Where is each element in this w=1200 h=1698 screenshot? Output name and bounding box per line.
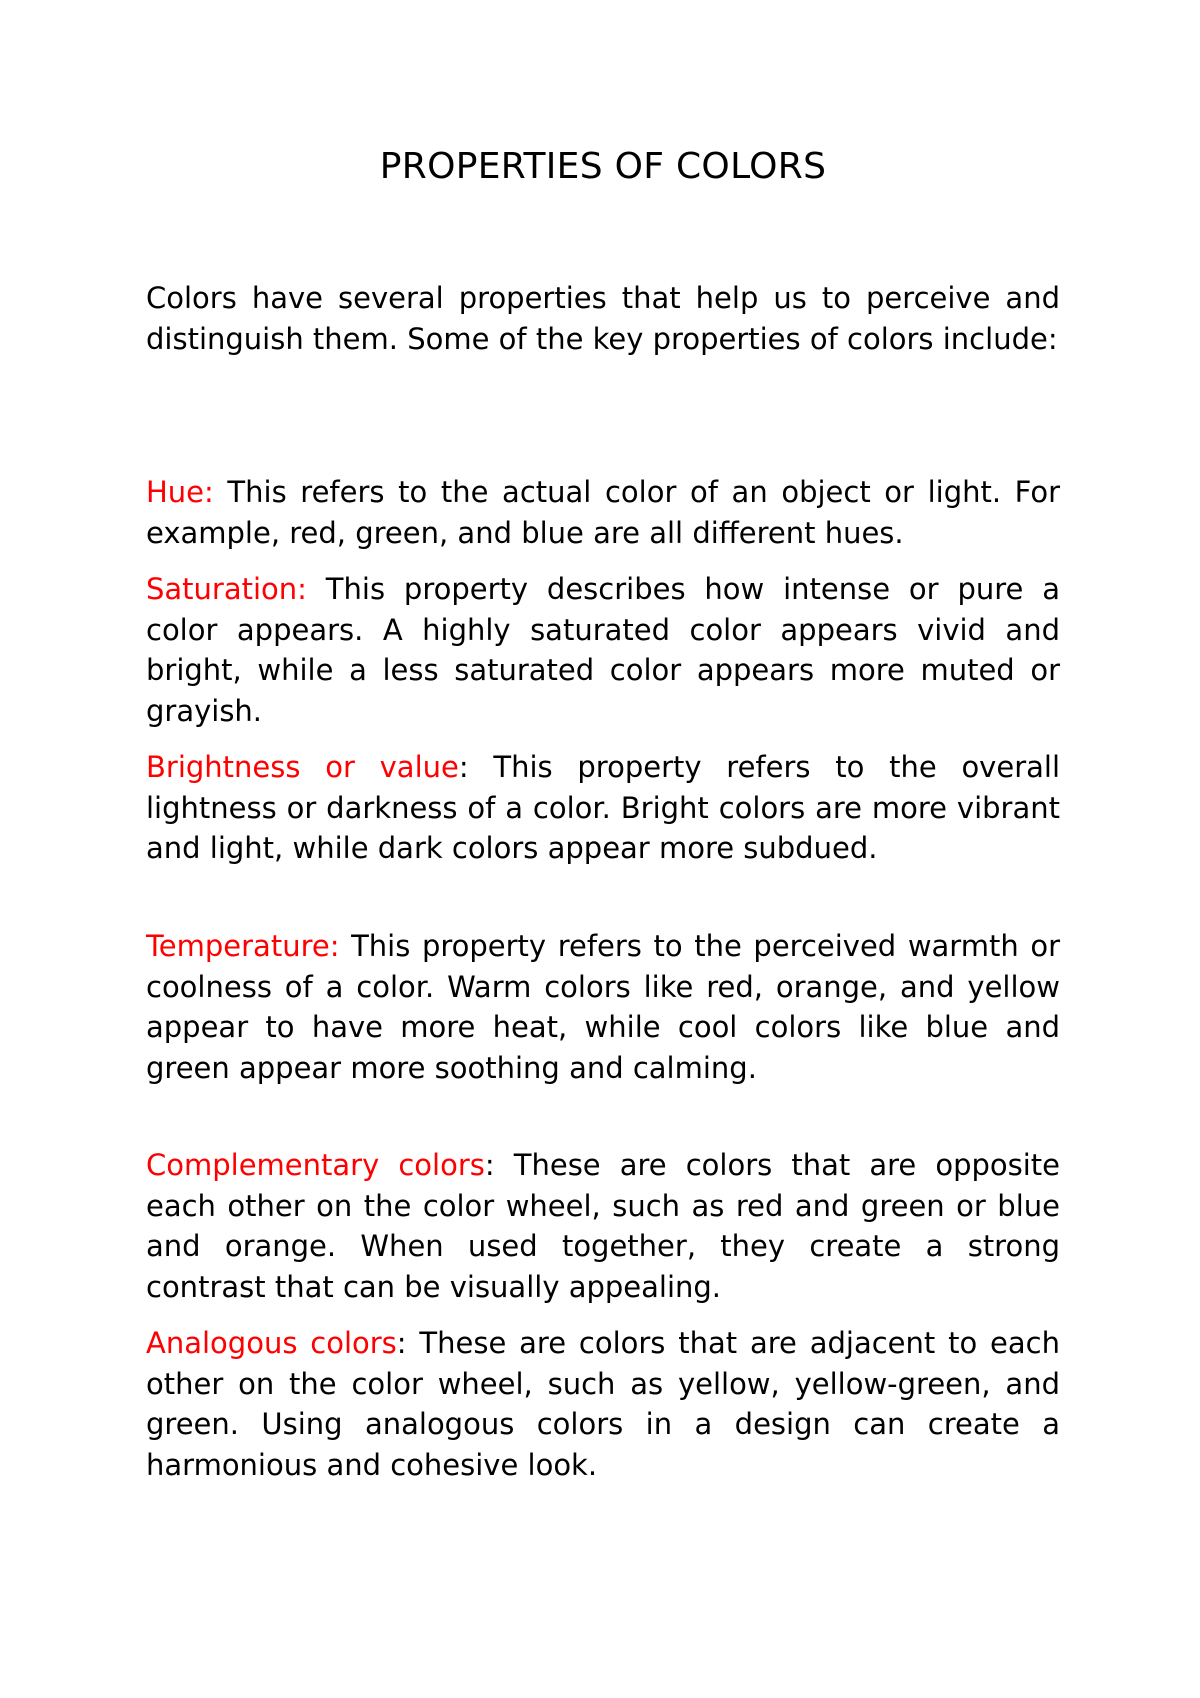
property-term: Analogous colors (146, 1326, 397, 1360)
property-brightness (146, 747, 1060, 869)
property-description: These are colors that are adjacent to each other on the color wheel, such as yellow, yellow-green, and green. Using analogous colors in a design can create a harmonious and cohesive look. (146, 1326, 1060, 1482)
property-temperature (146, 926, 1060, 1088)
document-page (146, 0, 1060, 1698)
property-description: This property refers to the overall lightness or darkness of a color. Bright colors are more vibrant and light, while dark colors appear more subdued. (146, 750, 1060, 865)
property-analogous (146, 1323, 1060, 1485)
property-saturation (146, 569, 1060, 731)
property-term: Brightness or value (146, 750, 459, 784)
property-description: This refers to the actual color of an object or light. For example, red, green, and blue are all different hues. (146, 475, 1060, 550)
property-term: Complementary colors (146, 1148, 485, 1182)
property-hue (146, 472, 1060, 553)
property-term-suffix: : (484, 1148, 495, 1182)
property-term: Temperature: (146, 929, 340, 963)
property-term: Hue: (146, 475, 214, 509)
property-description: These are colors that are opposite each other on the color wheel, such as red and green or blue and orange. When used together, they create a strong contrast that can be visually appealing. (146, 1148, 1061, 1304)
property-term-suffix: : (396, 1326, 407, 1360)
property-term-suffix: : (458, 750, 469, 784)
property-description: This property describes how intense or pure a color appears. A highly saturated color appears vivid and bright, while a less saturated color appears more muted or grayish. (146, 572, 1060, 728)
property-term: Saturation: (146, 572, 307, 606)
page-title: PROPERTIES OF COLORS (379, 146, 827, 187)
property-description: This property refers to the perceived warmth or coolness of a color. Warm colors like red, orange, and yellow appear to have more heat, while cool colors like blue and green appear more soothing and calming. (146, 929, 1060, 1085)
property-complementary (146, 1145, 1060, 1307)
intro-paragraph: Colors have several properties that help us to perceive and distinguish them. Some of the key properties of colors include: (146, 281, 1060, 356)
